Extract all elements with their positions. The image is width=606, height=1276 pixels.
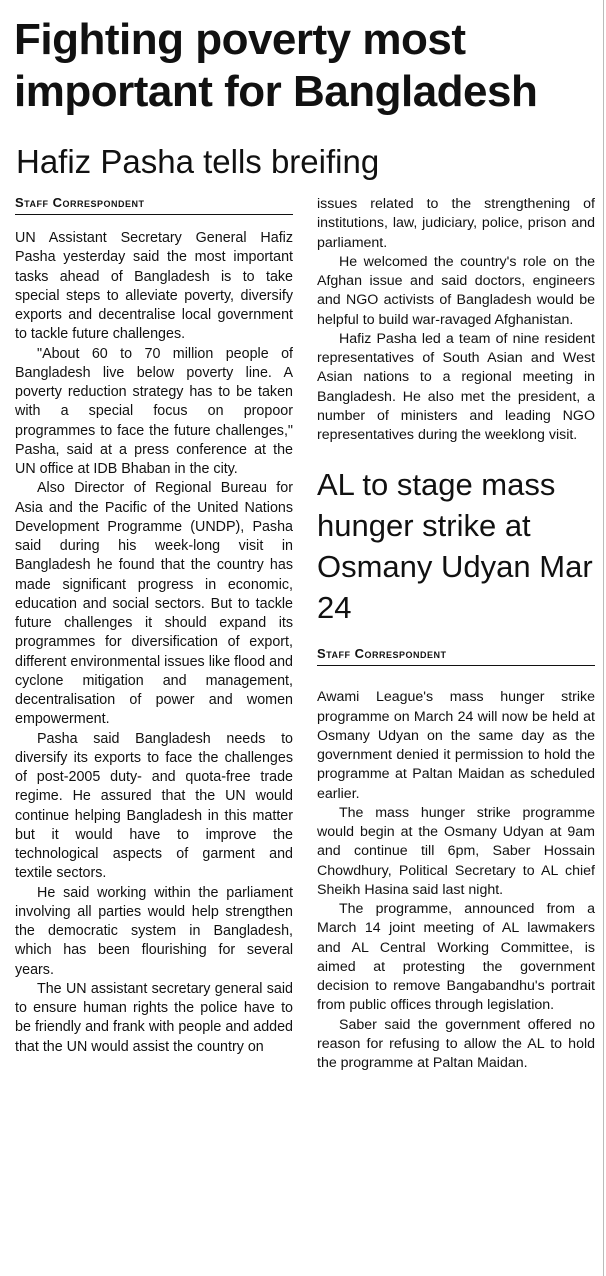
story1-paragraph: He welcomed the country's role on the Afghan issue and said doctors, engineers and NGO activists of Bangladesh would be helpful to build war-ravaged Afghanistan. <box>317 253 595 328</box>
story1-paragraph: Hafiz Pasha led a team of nine resident representatives of South Asian and West Asian nations to a regional meeting in Bangladesh. He also met the president, a number of ministers and leading NGO representatives during the weeklong visit. <box>317 330 595 443</box>
story2-headline: AL to stage mass hunger strike at Osmany Udyan Mar 24 <box>317 467 593 626</box>
story1-paragraph: Also Director of Regional Bureau for Asia and the Pacific of the United Nations Development Programme (UNDP), Pasha said during his week-long visit in Bangladesh he found that the country has made significant progress in economic, education and social sectors. But to tackle future challenges it should expand its programmes for diversification of export, different environmental issues like flood and cyclone mitigation and management, decentralisation of power and women empowerment. <box>15 480 293 728</box>
right-column <box>317 195 595 1073</box>
story2-paragraph: Awami League's mass hunger strike programme on March 24 will now be held at Osmany Udyan on the same day as the government denied it permission to hold the programme at Paltan Maidan as scheduled earlier. <box>317 689 595 802</box>
story1-paragraph: UN Assistant Secretary General Hafiz Pasha yesterday said the most important tasks ahead of Bangladesh is to take special steps to alleviate poverty, diversify exports and decentralise local government to tackle future challenges. <box>15 230 293 343</box>
story1-byline: Staff Correspondent <box>15 195 293 215</box>
story1-headline: Fighting poverty most important for Bangladesh <box>14 15 538 116</box>
story1-paragraph: Pasha said Bangladesh needs to diversify its exports to face the challenges of post-2005 duty- and quota-free trade regime. He assured that the UN would continue helping Bangladesh in this matter but it would have to improve the technological aspects of garment and textile sectors. <box>15 730 293 882</box>
story1-paragraph: issues related to the strengthening of institutions, law, judiciary, police, prison and parliament. <box>317 196 595 251</box>
story2-byline: Staff Correspondent <box>317 646 595 666</box>
story1-left-column <box>15 195 293 1057</box>
story1-paragraph: He said working within the parliament involving all parties would help strengthen the democratic system in Bangladesh, which has been flourishing for several years. <box>15 884 293 978</box>
story2-paragraph: The programme, announced from a March 14 joint meeting of AL lawmakers and AL Central Working Committee, is aimed at protesting the government decision to remove Bangabandhu's portrait from public offices through legislation. <box>317 901 595 1014</box>
story1-paragraph: "About 60 to 70 million people of Bangladesh live below poverty line. A poverty reduction strategy has to be taken with a special focus on propoor programmes to face the future challenges," Pasha, said at a press conference at the UN office at IDB Bhaban in the city. <box>15 345 293 477</box>
story1-paragraph: The UN assistant secretary general said to ensure human rights the police have to be friendly and frank with people and added that the UN would assist the country on <box>15 980 293 1055</box>
column-edge-divider <box>603 0 604 1276</box>
story2-paragraph: The mass hunger strike programme would begin at the Osmany Udyan at 9am and continue till 6pm, Saber Hossain Chowdhury, Political Secretary to AL chief Sheikh Hasina said last night. <box>317 804 595 898</box>
story1-subhead: Hafiz Pasha tells breifing <box>16 143 380 180</box>
story2-paragraph: Saber said the government offered no reason for refusing to allow the AL to hold the programme at Paltan Maidan. <box>317 1016 595 1071</box>
